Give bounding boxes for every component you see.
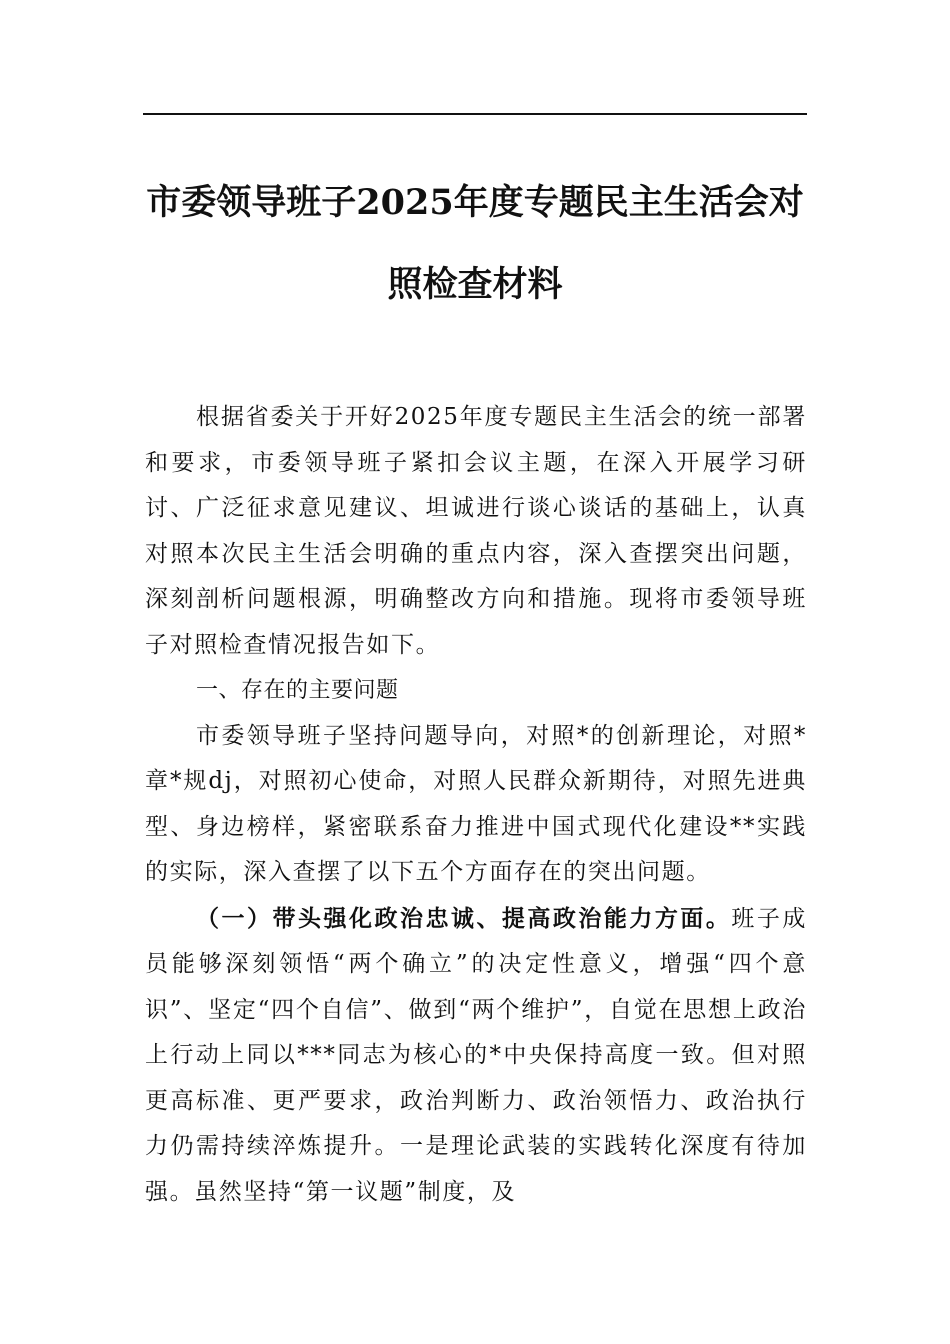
section-paragraph: 市委领导班子坚持问题导向，对照*的创新理论，对照*章*规dj，对照初心使命，对照人民群众新期待，对照先进典型、身边榜样，紧密联系奋力推进中国式现代化建设**实践的实际，深入查摆了以下五个方面存在的突出问题。	[145, 722, 807, 885]
intro-paragraph: 根据省委关于开好2025年度专题民主生活会的统一部署和要求，市委领导班子紧扣会议主题，在深入开展学习研讨、广泛征求意见建议、坦诚进行谈心谈话的基础上，认真对照本次民主生活会明确的重点内容，深入查摆突出问题，深刻剖析问题根源，明确整改方向和措施。现将市委领导班子对照检查情况报告如下。	[145, 404, 807, 658]
subsection-lead: （一）带头强化政治忠诚、提高政治能力方面。	[196, 904, 732, 932]
document-body	[145, 395, 807, 1215]
section-heading: 一、存在的主要问题	[196, 678, 399, 703]
document-title: 市委领导班子2025年度专题民主生活会对照检查材料	[146, 182, 804, 305]
subsection-text: 班子成员能够深刻领悟“两个确立”的决定性意义，增强“四个意识”、坚定“四个自信”、做到“两个维护”，自觉在思想上政治上行动上同以***同志为核心的*中央保持高度一致。但对照更高标准、更严要求，政治判断力、政治领悟力、政治执行力仍需持续淬炼提升。一是理论武装的实践转化深度有待加强。虽然坚持“第一议题”制度，及	[145, 905, 807, 1205]
subsection-paragraph	[145, 896, 807, 1216]
header-rule	[143, 113, 807, 115]
